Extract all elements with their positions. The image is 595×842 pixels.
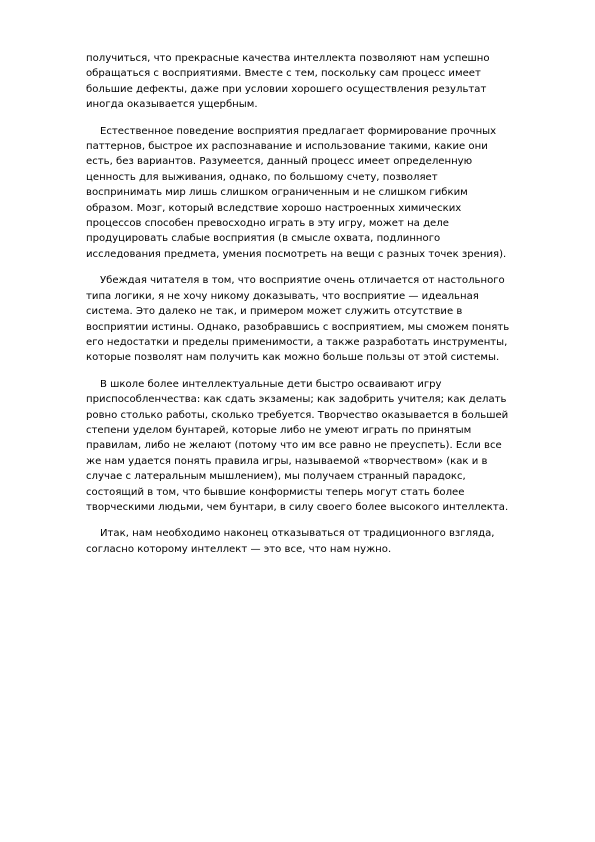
text-line: процессов способен превосходно играть в эту игру, может на деле bbox=[86, 218, 449, 230]
text-line: Убеждая читателя в том, что восприятие очень отличается от настольного bbox=[100, 275, 505, 287]
text-line: случае с латеральным мышлением), мы получаем странный парадокс, bbox=[86, 471, 466, 483]
text-line: творческими людьми, чем бунтари, в силу своего более высокого интеллекта. bbox=[86, 501, 509, 513]
text-line: ровно столько работы, сколько требуется. Творчество оказывается в большей bbox=[86, 409, 509, 421]
text-line: Итак, нам необходимо наконец отказываться от традиционного взгляда, bbox=[100, 528, 495, 540]
paragraph-4 bbox=[86, 377, 546, 516]
text-line: его недостатки и пределы применимости, а также разработать инструменты, bbox=[86, 336, 508, 348]
text-line: образом. Мозг, который вследствие хорошо настроенных химических bbox=[86, 202, 462, 214]
text-line: продуцировать слабые восприятия (в смысле охвата, подлинного bbox=[86, 233, 441, 245]
text-line: степени уделом бунтарей, которые либо не умеют играть по принятым bbox=[86, 424, 472, 436]
paragraph-3 bbox=[86, 273, 546, 365]
text-line: получиться, что прекрасные качества интеллекта позволяют нам успешно bbox=[86, 53, 490, 64]
text-line: исследования предмета, умения посмотреть на вещи с разных точек зрения). bbox=[86, 248, 507, 260]
text-line: воспринимать мир лишь слишком ограниченным и не слишком гибким bbox=[86, 187, 468, 199]
text-line: В школе более интеллектуальные дети быстро осваивают игру bbox=[100, 378, 442, 390]
text-line: большие дефекты, даже при условии хорошего осуществления результат bbox=[86, 83, 487, 95]
paragraph-2 bbox=[86, 124, 546, 263]
text-line: паттернов, быстрое их распознавание и использование такими, какие они bbox=[86, 141, 488, 153]
text-line: восприятии истины. Однако, разобравшись с восприятием, мы сможем понять bbox=[86, 321, 510, 333]
text-line: согласно которому интеллект — это все, что нам нужно. bbox=[86, 543, 392, 555]
text-line: типа логики, я не хочу никому доказывать, что восприятие — идеальная bbox=[86, 290, 479, 302]
text-line: Естественное поведение восприятия предлагает формирование прочных bbox=[100, 125, 497, 137]
text-line: обращаться с восприятиями. Вместе с тем, поскольку сам процесс имеет bbox=[86, 68, 481, 80]
text-line: правилам, либо не желают (потому что им все равно не преуспеть). Если все bbox=[86, 440, 502, 452]
text-line: которые позволят нам получить как можно больше пользы от этой системы. bbox=[86, 352, 500, 364]
text-line: есть, без вариантов. Разумеется, данный процесс имеет определенную bbox=[86, 156, 473, 168]
paragraph-1 bbox=[86, 51, 546, 113]
text-line: система. Это далеко не так, и примером может служить отсутствие в bbox=[86, 306, 463, 318]
text-line: состоящий в том, что бывшие конформисты теперь могут стать более bbox=[86, 486, 465, 498]
paragraph-5 bbox=[86, 526, 546, 557]
text-line: ценность для выживания, однако, по большому счету, позволяет bbox=[86, 171, 438, 183]
text-line: же нам удается понять правила игры, называемой «творчеством» (как и в bbox=[86, 455, 488, 467]
text-line: приспособленчества: как сдать экзамены; как задобрить учителя; как делать bbox=[86, 394, 507, 406]
text-line: иногда оказывается ущербным. bbox=[86, 99, 258, 111]
document-page bbox=[86, 51, 546, 568]
